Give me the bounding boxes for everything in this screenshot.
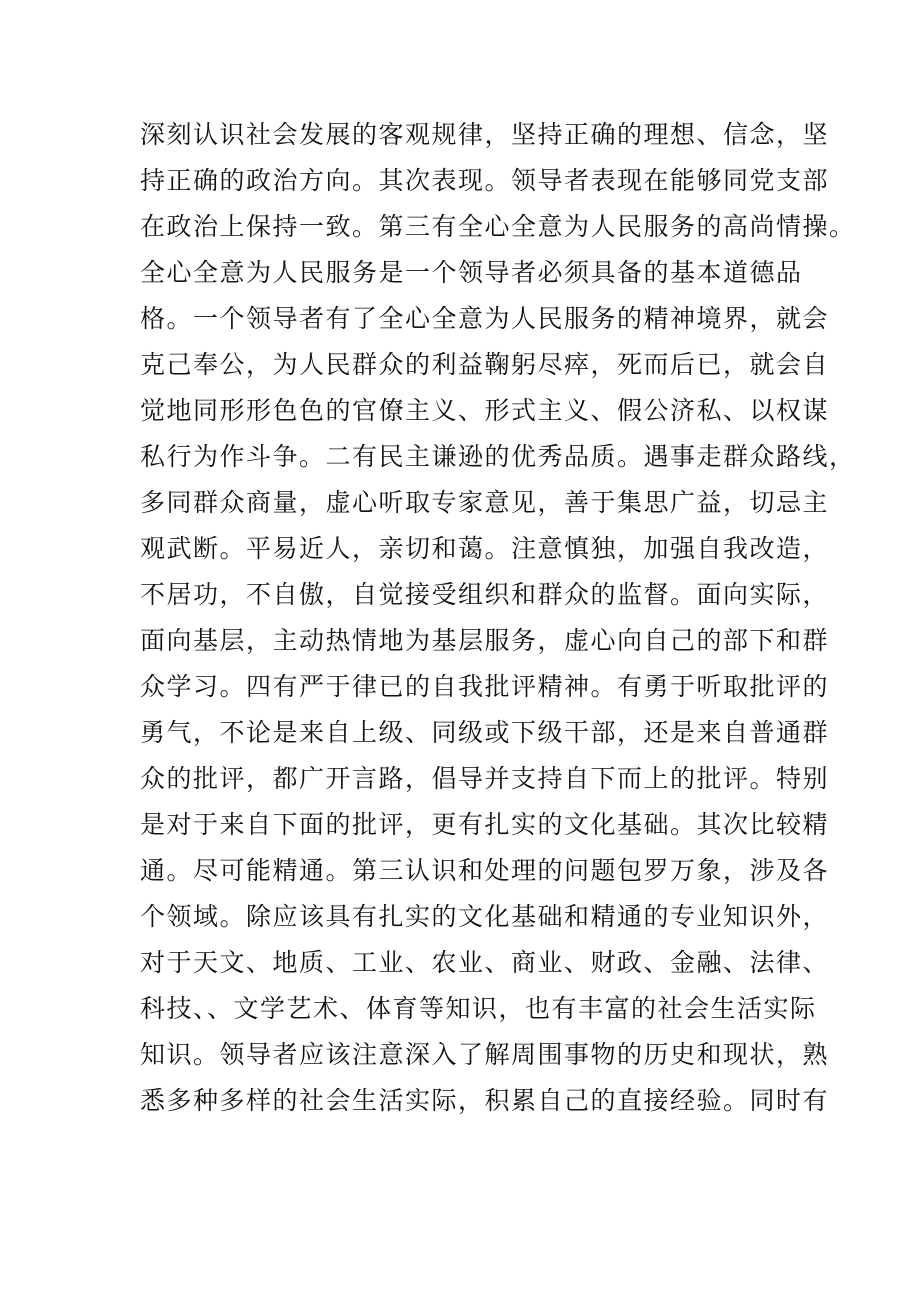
text-line: 观武断。平易近人，亲切和蔼。注意慎独，加强自我改造，: [140, 534, 830, 563]
text-line: 面向基层，主动热情地为基层服务，虚心向自己的部下和群: [140, 626, 830, 655]
text-line: 深刻认识社会发展的客观规律，坚持正确的理想、信念，坚: [140, 120, 830, 149]
text-line: 在政治上保持一致。第三有全心全意为人民服务的高尚情操。: [140, 212, 856, 241]
text-line: 格。一个领导者有了全心全意为人民服务的精神境界，就会: [140, 304, 830, 333]
text-line: 勇气，不论是来自上级、同级或下级干部，还是来自普通群: [140, 718, 830, 747]
text-line: 持正确的政治方向。其次表现。领导者表现在能够同党支部: [140, 166, 830, 195]
text-line: 众的批评，都广开言路，倡导并支持自下而上的批评。特别: [140, 764, 830, 793]
text-line: 悉多种多样的社会生活实际，积累自己的直接经验。同时有: [140, 1086, 830, 1115]
text-line: 知识。领导者应该注意深入了解周围事物的历史和现状，熟: [140, 1040, 830, 1069]
text-line: 不居功，不自傲，自觉接受组织和群众的监督。面向实际，: [140, 580, 830, 609]
text-line: 克己奉公，为人民群众的利益鞠躬尽瘁，死而后已，就会自: [140, 350, 830, 379]
text-line: 个领域。除应该具有扎实的文化基础和精通的专业知识外，: [140, 902, 830, 931]
text-line: 通。尽可能精通。第三认识和处理的问题包罗万象，涉及各: [140, 856, 830, 885]
text-line: 众学习。四有严于律已的自我批评精神。有勇于听取批评的: [140, 672, 830, 701]
text-line: 对于天文、地质、工业、农业、商业、财政、金融、法律、: [140, 948, 830, 977]
text-line: 全心全意为人民服务是一个领导者必须具备的基本道德品: [140, 258, 803, 287]
text-line: 多同群众商量，虚心听取专家意见，善于集思广益，切忌主: [140, 488, 830, 517]
text-line: 觉地同形形色色的官僚主义、形式主义、假公济私、以权谋: [140, 396, 830, 425]
body-text: [140, 112, 856, 1124]
text-line: 是对于来自下面的批评，更有扎实的文化基础。其次比较精: [140, 810, 830, 839]
text-line: 私行为作斗争。二有民主谦逊的优秀品质。遇事走群众路线，: [140, 442, 856, 471]
text-line: 科技、、文学艺术、体育等知识，也有丰富的社会生活实际: [140, 994, 817, 1023]
